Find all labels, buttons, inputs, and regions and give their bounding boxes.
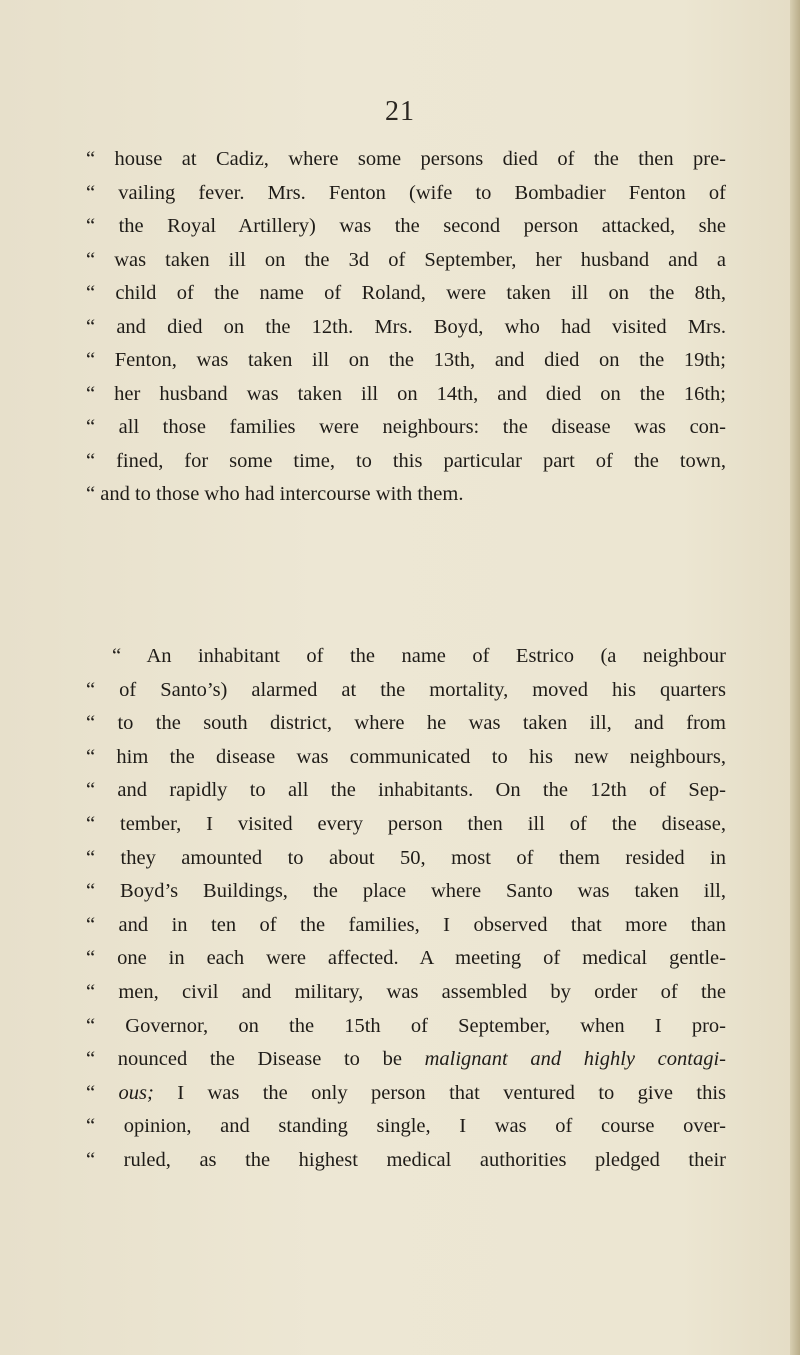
italic-emphasis: malignant and highly contagi- — [424, 1048, 726, 1071]
paragraph-2 — [86, 640, 726, 1178]
text-line: “ fined, for some time, to this particular part of the town, — [86, 449, 726, 472]
text-line: “ of Santo’s) alarmed at the mortality, moved his quarters — [86, 678, 726, 701]
text-line: “ Boyd’s Buildings, the place where Santo was taken ill, — [86, 880, 726, 903]
text-line: “ Fenton, was taken ill on the 13th, and died on the 19th; — [86, 349, 726, 371]
text-line: “ child of the name of Roland, were taken ill on the 8th, — [86, 282, 726, 304]
text-line: “ opinion, and standing single, I was of course over- — [86, 1115, 726, 1138]
text-line: “ men, civil and military, was assembled by order of the — [86, 980, 726, 1003]
text-line: “ and in ten of the families, I observed that more than — [86, 913, 726, 936]
text-line-lead: “ nounced the Disease to be — [86, 1048, 402, 1071]
text-line: “ was taken ill on the 3d of September, her husband and a — [86, 248, 726, 271]
page-number: 21 — [385, 96, 415, 127]
text-line: “ tember, I visited every person then ill of the disease, — [86, 812, 726, 835]
text-line: “ An inhabitant of the name of Estrico (a neighbour — [112, 645, 726, 667]
text-line: “ her husband was taken ill on 14th, and died on the 16th; — [86, 382, 726, 405]
text-line: “ and to those who had intercourse with them. — [86, 483, 464, 505]
page-edge — [790, 0, 800, 1355]
italic-emphasis: ous; — [118, 1081, 154, 1104]
text-line-with-emphasis — [86, 1077, 726, 1111]
text-line: “ to the south district, where he was taken ill, and from — [86, 712, 726, 735]
text-line-rest: I was the only person that ventured to give this — [153, 1081, 726, 1104]
text-line: “ vailing fever. Mrs. Fenton (wife to Bombadier Fenton of — [86, 181, 726, 204]
text-line: “ house at Cadiz, where some persons died of the then pre- — [86, 148, 726, 170]
text-line: “ ruled, as the highest medical authorities pledged their — [86, 1148, 726, 1171]
quote-mark: “ — [86, 1081, 119, 1104]
text-line: “ all those families were neighbours: the disease was con- — [86, 416, 726, 438]
text-line: “ Governor, on the 15th of September, when I pro- — [86, 1014, 726, 1037]
text-line: “ and rapidly to all the inhabitants. On the 12th of Sep- — [86, 779, 726, 802]
text-line: “ and died on the 12th. Mrs. Boyd, who had visited Mrs. — [86, 315, 726, 338]
text-line: “ the Royal Artillery) was the second person attacked, she — [86, 215, 726, 237]
text-line: “ they amounted to about 50, most of them resided in — [86, 846, 726, 869]
paragraph-1 — [86, 143, 726, 512]
text-line-with-emphasis — [86, 1043, 726, 1077]
text-line: “ him the disease was communicated to his new neighbours, — [86, 745, 726, 768]
text-line: “ one in each were affected. A meeting of medical gentle- — [86, 947, 726, 970]
